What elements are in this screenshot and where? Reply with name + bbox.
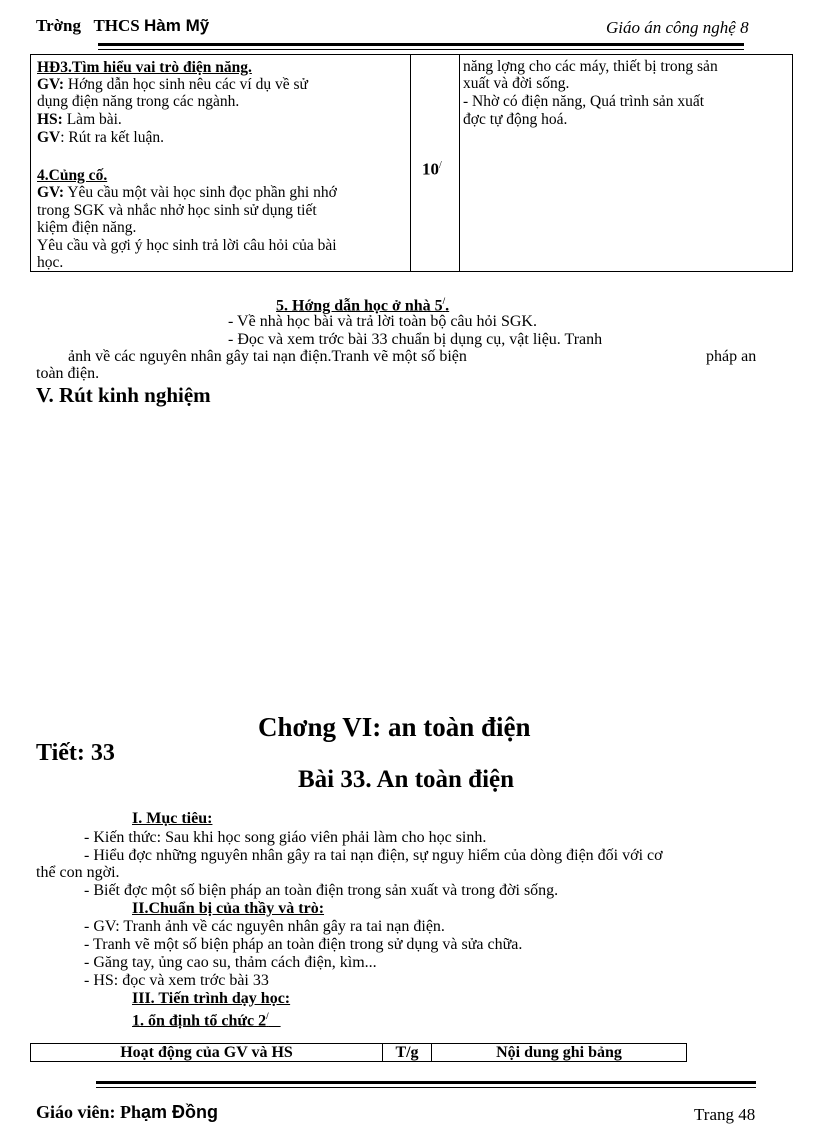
homework-title bbox=[276, 293, 449, 314]
homework-line-2: - Đọc và xem trớc bài 33 chuẩn bị dụng cụ, vật liệu. Tranh bbox=[228, 331, 603, 348]
activity-col-teacher bbox=[31, 55, 411, 271]
muctieu-line-1: - Kiến thức: Sau khi học song giáo viên phải làm cho học sinh. bbox=[84, 829, 487, 846]
content-line-1: năng lợng cho các máy, thiết bị trong sản bbox=[463, 58, 718, 75]
col-content: Nội dung ghi bảng bbox=[496, 1044, 622, 1061]
header-rule-thick bbox=[98, 43, 744, 46]
activity-col-time bbox=[411, 55, 460, 271]
gv3-text: Yêu cầu một vài học sinh đọc phần ghi nhớ bbox=[67, 184, 337, 201]
hd3-title: HĐ3.Tìm hiểu vai trò điện năng. bbox=[37, 59, 252, 76]
homework-title-end: . bbox=[445, 297, 450, 315]
activity-table bbox=[30, 54, 793, 272]
time-value bbox=[422, 157, 442, 178]
gv2-text: : Rút ra kết luận. bbox=[60, 129, 164, 146]
homework-title-text: 5. Hớng dẫn học ở nhà 5 bbox=[276, 297, 443, 315]
time-number: 10 bbox=[422, 159, 439, 179]
last-line-1: Yêu cầu và gợi ý học sinh trả lời câu hỏi của bài bbox=[37, 237, 337, 254]
ondinh-text: 1. ổn định tổ chức 2 bbox=[132, 1012, 267, 1030]
teacher-surname: ạm Đồng bbox=[141, 1102, 219, 1122]
homework-line-3b: pháp an bbox=[706, 348, 757, 365]
homework-line-1: - Về nhà học bài và trả lời toàn bộ câu hỏi SGK. bbox=[228, 313, 537, 330]
content-line-3: - Nhờ có điện năng, Quá trình sản xuất bbox=[463, 93, 705, 110]
chuanbi-line-3: - Găng tay, ủng cao su, thảm cách điện, kìm... bbox=[84, 954, 377, 971]
hs-line bbox=[37, 111, 122, 129]
lesson-number: Tiết: 33 bbox=[36, 740, 115, 766]
time-mark: / bbox=[439, 160, 442, 171]
footer-rule-thin bbox=[96, 1087, 756, 1088]
chapter-title: Chơng VI: an toàn điện bbox=[258, 712, 531, 742]
homework-line-4: toàn điện. bbox=[36, 365, 100, 382]
school-type: THCS bbox=[93, 16, 140, 35]
section-v-heading: V. Rút kinh nghiệm bbox=[36, 383, 211, 407]
muctieu-line-2: - Hiểu đợc những nguyên nhân gây ra tai nạn điện, sự nguy hiểm của dòng điện đối với cơ bbox=[84, 847, 663, 864]
gv-text: Hớng dẫn học sinh nêu các ví dụ về sử bbox=[67, 76, 308, 93]
header-rule-thin bbox=[98, 49, 744, 50]
hs-text: Làm bài. bbox=[66, 111, 122, 128]
lesson-table-header bbox=[30, 1043, 687, 1062]
teacher-prefix: Giáo viên: Ph bbox=[36, 1102, 142, 1122]
activity-col-content bbox=[460, 55, 792, 271]
gv-line-1 bbox=[37, 76, 308, 94]
chuanbi-line-1: - GV: Tranh ảnh về các nguyên nhân gây ra tai nạn điện. bbox=[84, 918, 445, 935]
page-number: Trang 48 bbox=[694, 1105, 756, 1124]
muctieu-line-3: thể con ngời. bbox=[36, 864, 120, 881]
gv3-label: GV: bbox=[37, 184, 64, 201]
content-line-2: xuất và đời sống. bbox=[463, 75, 570, 92]
school-place: Hàm Mỹ bbox=[144, 16, 210, 35]
muctieu-heading: I. Mục tiêu: bbox=[132, 810, 213, 827]
gv2-label: GV bbox=[37, 129, 61, 146]
muctieu-line-4: - Biết đợc một số biện pháp an toàn điện trong sản xuất và trong đời sống. bbox=[84, 882, 559, 899]
hs-label: HS: bbox=[37, 111, 63, 128]
homework-line-3: ảnh về các nguyên nhân gây tai nạn điện.Tranh vẽ một số biện bbox=[68, 348, 467, 365]
ondinh-heading bbox=[132, 1008, 281, 1029]
doc-title: Giáo án công nghệ 8 bbox=[606, 18, 749, 37]
chuanbi-heading: II.Chuẩn bị của thầy và trò: bbox=[132, 900, 325, 917]
teacher-name bbox=[36, 1102, 218, 1123]
homework-title-mark: / bbox=[442, 296, 446, 306]
cungco-title: 4.Củng cố. bbox=[37, 167, 108, 184]
content-line-4: đợc tự động hoá. bbox=[463, 111, 568, 128]
tientrinh-heading: III. Tiến trình dạy học: bbox=[132, 990, 291, 1007]
lesson-title: Bài 33. An toàn điện bbox=[298, 766, 515, 793]
last-line-2: học. bbox=[37, 254, 64, 271]
gv3-line-2: trong SGK và nhắc nhở học sinh sử dụng tiết bbox=[37, 202, 317, 219]
school-prefix: Trờng bbox=[36, 16, 81, 35]
gv3-line-3: kiệm điện năng. bbox=[37, 219, 137, 236]
gv-line-2: dụng điện năng trong các ngành. bbox=[37, 93, 240, 110]
school-name bbox=[36, 16, 209, 36]
ondinh-mark: / bbox=[266, 1011, 269, 1021]
gv-label: GV: bbox=[37, 76, 64, 93]
gv2-line bbox=[37, 129, 164, 147]
col-time: T/g bbox=[383, 1044, 432, 1061]
footer-rule-thick bbox=[96, 1081, 756, 1084]
gv3-line-1 bbox=[37, 184, 337, 202]
chuanbi-line-4: - HS: đọc và xem trớc bài 33 bbox=[84, 972, 269, 989]
chuanbi-line-2: - Tranh vẽ một số biện pháp an toàn điện trong sử dụng và sửa chữa. bbox=[84, 936, 523, 953]
col-activity: Hoạt động của GV và HS bbox=[31, 1044, 383, 1061]
